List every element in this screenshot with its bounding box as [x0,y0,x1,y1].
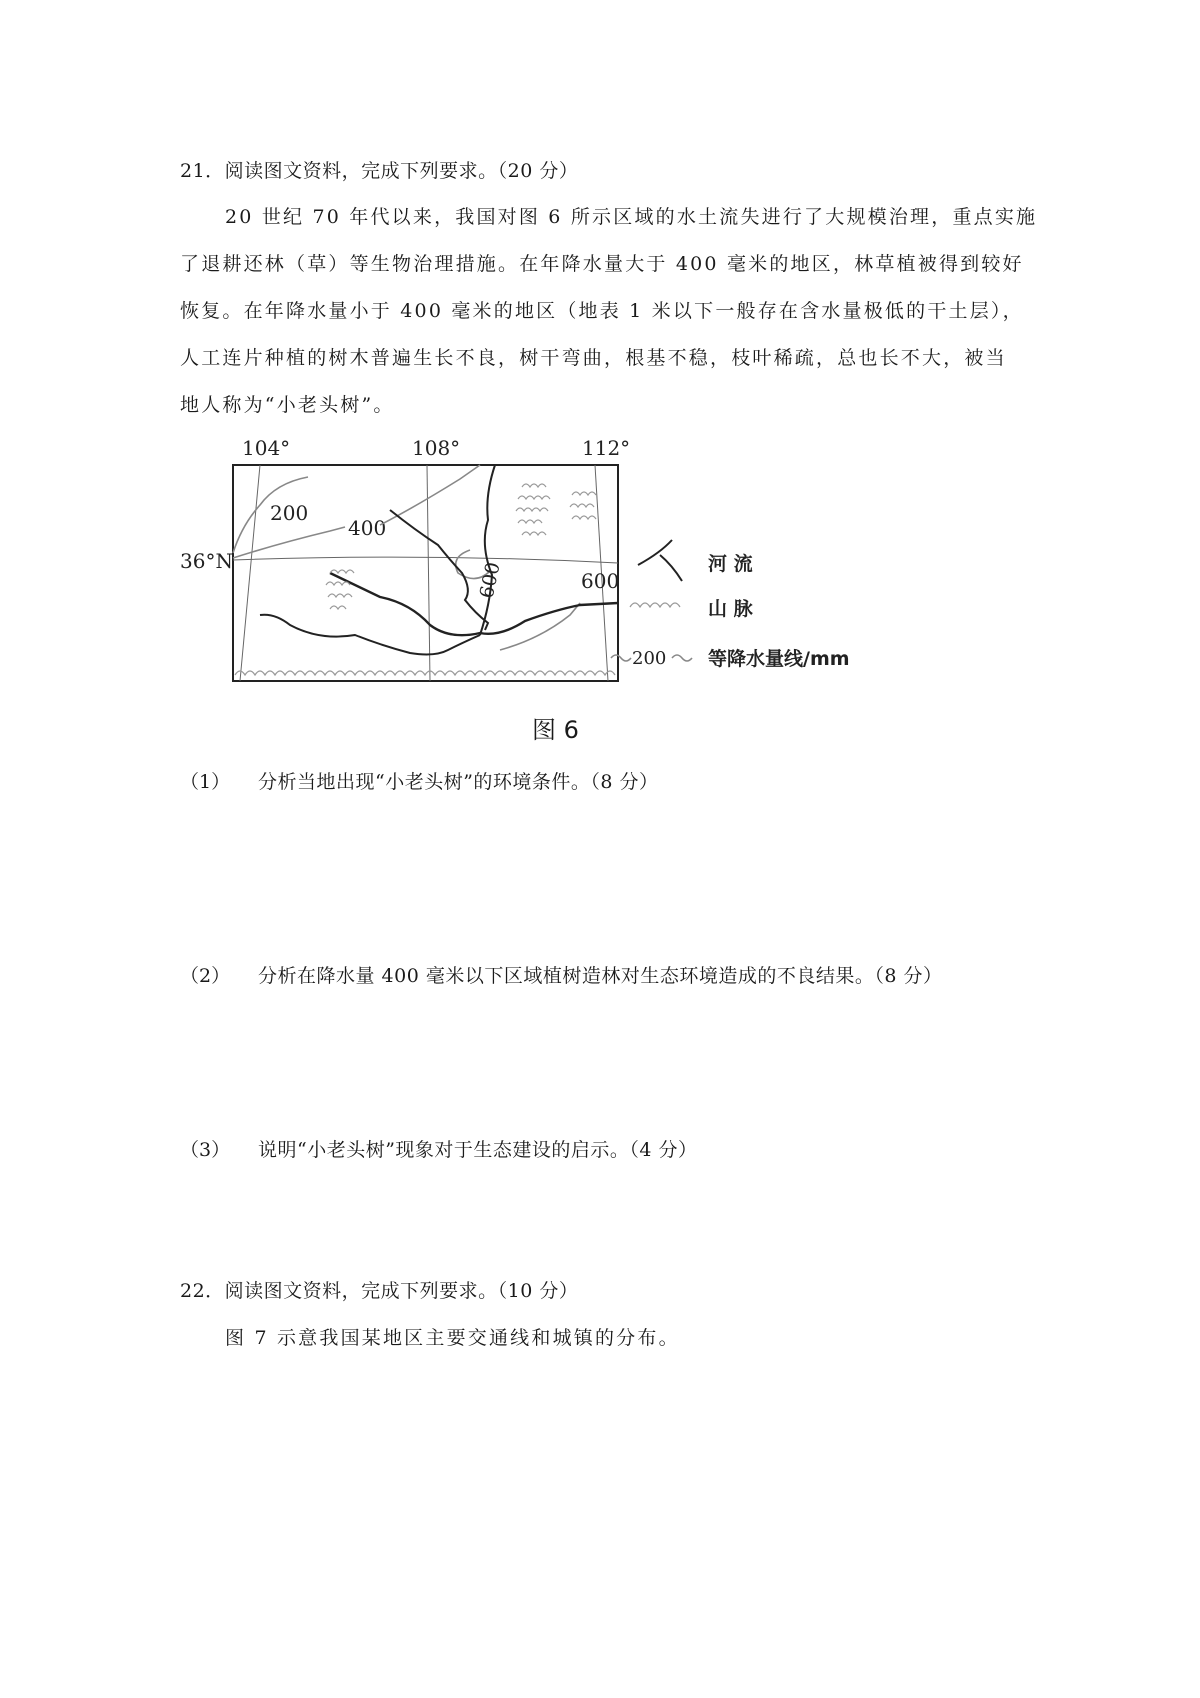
longitude-label-112: 112° [582,436,631,460]
legend-isohyet-label: 等降水量线/mm [708,648,850,670]
isohyet-label-200: 200 [270,501,309,525]
legend-river-symbol [638,540,682,581]
mountain-range-east [516,484,596,535]
legend-river-label: 河 流 [708,553,753,575]
mountain-range-central [326,570,354,609]
q21-paragraph-line-5: 地人称为“小老头树”。 [180,394,395,416]
latitude-label-36n: 36°N [180,549,233,573]
legend-mountain-symbol [630,603,680,607]
map-svg [180,435,940,735]
q21-sub1-number: （1） [180,771,231,793]
isohyet-label-600-east: 600 [581,569,620,593]
longitude-label-104: 104° [242,436,291,460]
isohyet-label-600-west: 600 [475,560,505,601]
q21-sub3-number: （3） [180,1139,231,1161]
meridian-104 [240,465,260,681]
legend-isohyet-sample: 200 [632,648,667,669]
q21-paragraph-line-4: 人工连片种植的树木普遍生长不良，树干弯曲，根基不稳，枝叶稀疏，总也长不大，被当 [180,347,1007,369]
river-main [330,573,618,635]
longitude-label-108: 108° [412,436,461,460]
map-frame [233,465,618,681]
q21-paragraph-line-3: 恢复。在年降水量小于 400 毫米的地区（地表 1 米以下一般存在含水量极低的干土层）， [180,300,1024,322]
q21-sub2-number: （2） [180,965,231,987]
isohyet-400-east [380,465,480,525]
legend-isohyet-line-right [672,655,692,661]
isohyet-400-west [233,527,345,558]
mountain-range-south [235,671,615,675]
figure-6-caption: 图 6 [532,716,579,744]
q21-sub2-text: 分析在降水量 400 毫米以下区域植树造林对生态环境造成的不良结果。（8 分） [258,965,943,987]
q22-heading: 22．阅读图文资料，完成下列要求。（10 分） [180,1280,579,1302]
river-tributary-north [390,510,488,630]
q21-paragraph-line-1: 20 世纪 70 年代以来，我国对图 6 所示区域的水土流失进行了大规模治理，重点实施 [225,206,1038,228]
river-south-branch [260,615,480,655]
legend-isohyet-line-left [611,655,631,661]
figure-6-map [180,435,940,735]
q21-sub1-text: 分析当地出现“小老头树”的环境条件。（8 分） [258,771,659,793]
q21-sub3-text: 说明“小老头树”现象对于生态建设的启示。（4 分） [258,1139,698,1161]
q22-intro: 图 7 示意我国某地区主要交通线和城镇的分布。 [225,1327,680,1349]
legend-mountain-label: 山 脉 [708,598,753,620]
q21-paragraph-line-2: 了退耕还林（草）等生物治理措施。在年降水量大于 400 毫米的地区，林草植被得到较好 [180,253,1024,275]
isohyet-600-east [500,603,580,650]
isohyet-label-400: 400 [348,516,387,540]
q21-heading: 21．阅读图文资料，完成下列要求。（20 分） [180,160,579,182]
river-north-south [480,465,495,635]
parallel-36n [233,557,618,563]
